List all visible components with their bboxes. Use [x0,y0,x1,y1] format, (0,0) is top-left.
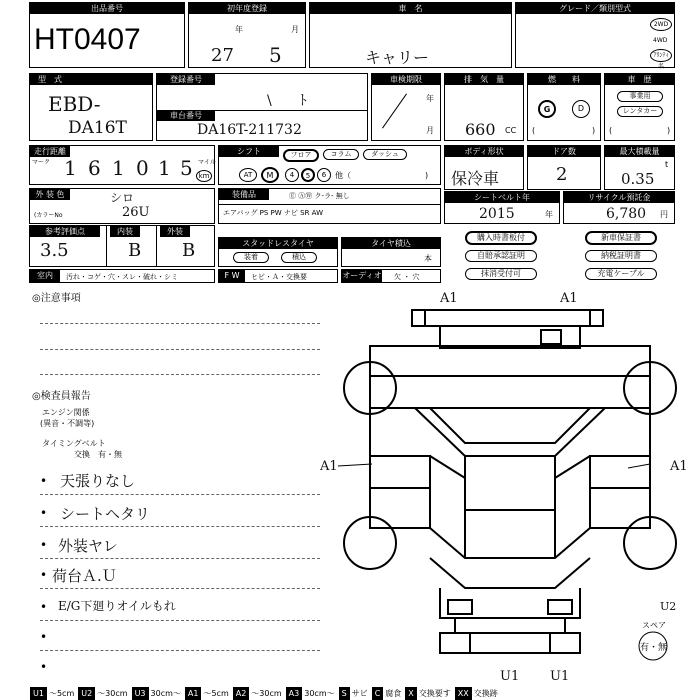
inspection-month-unit: 月 [426,126,434,135]
grade-cell [515,2,675,68]
legend-text-u3: 30cm～ [150,689,181,698]
month-unit: 月 [291,25,299,34]
color-code: 26U [122,205,150,220]
exterior-color-cell [29,188,215,224]
seatbelt-value: 2015 [479,206,515,222]
recycle-unit: 円 [660,210,668,219]
room-conditions: 汚れ・コゲ・穴・スレ・破れ・シミ [66,273,178,281]
studless-loaded: 積込 [281,252,317,263]
legend-code-u3: U3 [132,687,149,700]
fuel-diesel: D [572,100,590,118]
phonetic-mark: ｱﾘﾝﾃｨ名 [650,49,672,62]
audio-cell [341,269,441,283]
drive-2wd: 2WD [650,18,672,31]
equipment-label: 装備品 [219,189,269,200]
doc-charge-cable: 充電ケーブル [585,268,657,280]
displacement-value: 660 [465,120,496,139]
tire-loaded-unit: 本 [424,254,432,263]
inspection-slash [382,94,407,129]
mileage-label: 走行距離 [30,146,70,157]
shift-dash: ダッシュ [363,149,407,160]
legend-code-xx: XX [455,687,472,700]
lot-number-label: 出品番号 [30,3,184,14]
timing-label: タイミングベルト [42,439,106,448]
studless-fitted: 装着 [233,252,269,263]
seatbelt-label: シートベルト年 [445,192,559,203]
studless-label: スタッドレスタイヤ [219,238,337,249]
engine-sub: (異音・不調等) [40,419,95,428]
capacity-value: 0.35 [621,170,655,188]
legend-code-s: S [339,687,350,700]
mileage-digit-1: 1 [64,156,77,180]
mileage-digit-2: 6 [88,156,101,180]
lot-number-cell [29,2,185,68]
studless-cell [218,237,338,267]
doc-tax-cert: 納税証明書 [585,250,657,262]
doc-new-warranty: 新車保証書 [585,231,657,245]
shift-cell [218,145,441,185]
history-label: 車 歴 [605,74,674,85]
color-no-label: (カラーNo [34,212,63,219]
mileage-digit-6: 5 [180,156,193,180]
score-label: 参考評価点 [30,226,100,237]
legend-text-xx: 交換跡 [473,689,498,698]
score-value: 3.5 [40,240,69,261]
body-shape-cell [444,145,524,190]
recycle-value: 6,780 [606,206,647,222]
equipment-row1: Ⓔ ⒶⓌ ク-ラ- 無し [289,192,350,200]
fw-conditions: ヒビ・Ａ・交換要 [251,273,307,281]
shift-other: 他（ [335,171,351,180]
legend-code-a1: A1 [185,687,202,700]
note-2: シートヘタリ [60,505,151,523]
first-registration-month: 5 [269,43,282,67]
fuel-gasoline: G [538,100,556,118]
legend-code-a3: A3 [286,687,303,700]
drive-4wd: 4WD [653,37,668,44]
body-shape-label: ボディ形状 [445,146,523,157]
type-chassis: DA16T [68,118,127,138]
equipment-cell [218,188,441,224]
shift-5: 5 [301,168,315,182]
chassis-label: 車台番号 [157,110,215,121]
audio-conditions: 欠 ・ 穴 [394,273,420,281]
fw-cell [218,269,338,283]
legend-code-x: X [405,687,416,700]
model-name: キャリー [365,48,430,67]
seatbelt-unit: 年 [545,210,553,219]
legend-code-u2: U2 [78,687,95,700]
timing-options: 交換 有・無 [74,450,122,459]
seatbelt-cell [444,191,560,224]
legend-text-a2: ～30cm [251,689,282,698]
exterior-value: B [182,240,196,261]
mileage-digit-3: 1 [112,156,125,180]
interior-label: 内装 [110,226,140,237]
inspector-label: ◎検査員報告 [32,391,91,402]
registration-marks: \ ﾄ [267,93,307,109]
legend-text-a1: ～5cm [203,689,229,698]
spare-label: スペア [642,621,666,630]
history-cell [604,73,675,141]
room-cell [29,269,215,283]
tire-loaded-label: タイヤ積込 [342,238,440,249]
note-5: E/G下廻りオイルもれ [58,599,176,613]
mileage-unit-km: km [196,170,212,182]
history-business: 事業用 [617,91,663,102]
capacity-cell [604,145,675,190]
legend-code-u1: U1 [30,687,47,700]
model-name-cell [309,2,512,68]
mark-front-left: U1 [500,669,520,684]
spare-value: 有・無 [640,643,668,653]
fuel-label: 燃 料 [528,74,600,85]
interior-value: B [128,240,142,261]
engine-label: エンジン関係 [42,408,90,417]
mark-rear-right: A1 [560,291,578,306]
history-paren-right: ) [667,126,671,135]
displacement-label: 排 気 量 [445,74,523,85]
audio-label: オーディオ [342,271,382,280]
legend-code-a2: A2 [233,687,250,700]
type-label: 型 式 [30,74,152,85]
vehicle-damage-diagram [320,288,700,686]
registration-label: 登録番号 [157,74,215,85]
type-cell [29,73,153,141]
mileage-digit-4: 0 [136,156,149,180]
shift-6: 6 [317,168,331,182]
room-label: 室内 [30,270,60,282]
capacity-label: 最大積載量 [605,146,674,157]
grade-label: グレード／類別型式 [516,3,674,14]
fuel-cell [527,73,601,141]
mileage-cell [29,145,215,185]
history-rental: レンタカー [617,106,663,117]
exterior-color-label: 外 装 色 [30,189,70,200]
legend-code-c: C [372,687,384,700]
first-registration-year: 27 [211,45,234,66]
shift-at: AT [239,168,257,182]
shift-manual: M [261,167,279,183]
shift-column: コラム [323,149,359,160]
history-paren-left: ( [609,126,613,135]
legend-text-u2: ～30cm [97,689,128,698]
legend-text-c: 腐食 [385,689,402,698]
inspection-year-unit: 年 [426,94,434,103]
legend-text-u1: ～5cm [48,689,75,698]
doc-insurance: 自賠承認証明 [465,250,537,262]
equipment-row2: エアバッグ PS PW ナビ SR AW [223,209,324,217]
displacement-unit: CC [505,126,517,135]
mileage-mark-label: マーク [32,159,51,166]
mark-rear-left: A1 [440,291,458,306]
chassis-number: DA16T-211732 [197,122,302,138]
first-registration-cell [188,2,306,68]
legend-text-s: サビ [351,689,368,698]
lot-number: HT0407 [34,23,141,56]
legend-text-a3: 30cm～ [304,689,335,698]
inspection-cell [371,73,441,141]
fuel-paren-left: ( [532,126,536,135]
doors-label: ドア数 [528,146,600,157]
mark-left-side: A1 [320,459,338,474]
exterior-color-value: シロ [110,191,135,205]
exterior-label: 外装 [160,226,190,237]
type-value: EBD- [48,92,101,116]
doors-cell [527,145,601,190]
model-name-label: 車 名 [310,3,511,14]
caution-label: ◎注意事項 [32,293,81,304]
shift-other-close: ) [425,171,429,180]
fw-label: F W [219,270,245,282]
mileage-digit-5: 1 [158,156,171,180]
recycle-label: リサイクル預託金 [564,192,674,203]
year-unit: 年 [235,25,243,34]
legend-text-x: 交換要す [418,689,451,698]
shift-4: 4 [285,168,299,182]
displacement-cell [444,73,524,141]
inspection-label: 車検期限 [372,74,440,85]
doors-value: 2 [556,164,568,185]
recycle-cell [563,191,675,224]
mark-front-center: U1 [550,669,570,684]
note-1: 天張りなし [60,472,136,490]
registration-cell [156,73,368,141]
doc-purchase-board: 購入時書板付 [465,231,537,245]
mark-right-side: A1 [670,459,688,474]
shift-floor: フロア [283,149,319,162]
shift-label: シフト [219,146,279,157]
tire-loaded-cell [341,237,441,267]
doc-deregistration: 抹消受付可 [465,268,537,280]
body-shape-value: 保冷車 [451,169,500,188]
first-registration-label: 初年度登録 [189,3,305,14]
mileage-unit-mile: マイル [198,159,216,166]
damage-legend [30,687,700,700]
note-4: 荷台Ａ.Ｕ [52,567,117,585]
score-cell [29,225,215,267]
capacity-unit: t [665,160,669,169]
mark-front-right: U2 [660,600,677,613]
fuel-paren-right: ) [592,126,596,135]
note-3: 外装ヤレ [58,537,118,555]
